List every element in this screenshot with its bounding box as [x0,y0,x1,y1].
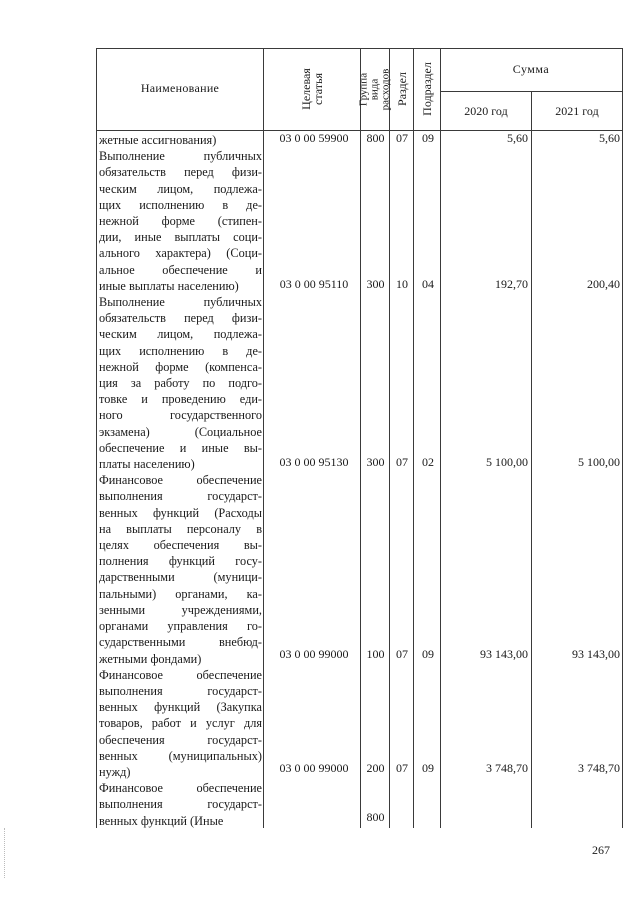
name-line: жетными фондами) [99,651,202,666]
name-line: товаров, работ и услуг для [99,716,262,731]
name-line: ального характера) (Соци- [99,246,262,261]
name-line: полнения функций госу- [99,554,262,569]
name-line: Финансовое обеспечение [99,473,262,488]
name-column-text [99,132,262,829]
cell-target-article: 03 0 00 99000 [279,647,349,661]
header-name: Наименование [140,80,220,95]
col-divider-3 [389,48,390,828]
cell-expense-group: 800 [366,810,385,824]
cell-subsection: 02 [422,455,434,469]
name-line: Выполнение публичных [99,149,262,164]
cell-sum-2020: 5,60 [507,131,528,145]
name-line: ция за работу по подго- [99,376,262,391]
cell-expense-group: 200 [366,761,385,775]
name-line: ного государственного [99,408,262,423]
cell-sum-2021: 200,40 [587,277,620,291]
cell-section: 07 [396,647,408,661]
name-line: обязательств перед физи- [99,311,262,326]
name-line: сударственными внебюд- [99,635,262,650]
cell-expense-group: 800 [366,131,385,145]
name-line: обеспечение и иные вы- [99,440,262,455]
name-line: платы населению) [99,457,195,472]
name-line: выполнения государст- [99,683,262,698]
name-line: нежной форме (компенса- [99,359,262,374]
cell-target-article: 03 0 00 95110 [279,277,349,291]
header-year-2021: 2021 год [555,103,599,118]
name-line: щих исполнению в де- [99,343,262,358]
name-line: на выплаты персоналу в [99,521,262,536]
col-divider-4 [413,48,414,828]
name-line: дарственными (муници- [99,570,262,585]
name-line: зенными учреждениями, [99,602,262,617]
table-left-border [96,48,97,828]
cell-subsection: 04 [422,277,434,291]
cell-section: 07 [396,761,408,775]
header-section: Раздел [394,72,409,106]
cell-sum-2021: 93 143,00 [572,647,620,661]
name-line: дии, иные выплаты соци- [99,230,262,245]
col-divider-1 [263,48,264,828]
name-line: Финансовое обеспечение [99,781,262,796]
name-line: иные выплаты населению) [99,278,239,293]
header-sum: Сумма [512,61,550,76]
name-line: нужд) [99,764,131,779]
cell-subsection: 09 [422,647,434,661]
cell-section: 10 [396,277,408,291]
name-line: Выполнение публичных [99,295,262,310]
name-line: щих исполнению в де- [99,197,262,212]
name-line: жетные ассигнования) [99,133,217,147]
name-line: товке и проведению еди- [99,392,262,407]
table-right-border [622,48,623,828]
cell-section: 07 [396,455,408,469]
name-line: органами управления го- [99,619,262,634]
header-subsection: Подраздел [420,62,435,116]
name-line: экзамена) (Социальное [99,424,262,439]
header-target-article: Целевая статья [299,68,325,110]
name-line: обязательств перед физи- [99,165,262,180]
cell-sum-2021: 5,60 [599,131,620,145]
cell-subsection: 09 [422,131,434,145]
name-line: целях обеспечения вы- [99,538,262,553]
cell-target-article: 03 0 00 59900 [279,131,349,145]
cell-sum-2020: 192,70 [495,277,528,291]
name-line: ческим лицом, подлежа- [99,327,262,342]
name-line: выполнения государст- [99,489,262,504]
name-line: нежной форме (стипен- [99,214,262,229]
name-line: венных функций (Закупка [99,700,262,715]
name-line: ческим лицом, подлежа- [99,181,262,196]
cell-expense-group: 100 [366,647,385,661]
cell-sum-2020: 3 748,70 [486,761,528,775]
cell-sum-2020: 5 100,00 [486,455,528,469]
cell-sum-2021: 5 100,00 [578,455,620,469]
name-line: Финансовое обеспечение [99,667,262,682]
cell-section: 07 [396,131,408,145]
name-line: пальными) органами, ка- [99,586,262,601]
cell-expense-group: 300 [366,455,385,469]
cell-subsection: 09 [422,761,434,775]
cell-target-article: 03 0 00 99000 [279,761,349,775]
name-line: альное обеспечение и [99,262,262,277]
name-line: венных (муниципальных) [99,748,262,763]
cell-sum-2021: 3 748,70 [578,761,620,775]
cell-sum-2020: 93 143,00 [480,647,528,661]
name-line: венных функций (Расходы [99,505,262,520]
header-expense-group: Группа вида расходов [357,68,392,110]
page-number: 267 [592,843,610,857]
header-year-2020: 2020 год [464,103,508,118]
scan-margin-mark [4,828,6,878]
cell-expense-group: 300 [366,277,385,291]
cell-target-article: 03 0 00 95130 [279,455,349,469]
name-line: обеспечения государст- [99,732,262,747]
col-divider-2 [360,48,361,828]
col-divider-5 [440,48,441,828]
name-line: выполнения государст- [99,797,262,812]
name-line: венных функций (Иные [99,813,224,828]
